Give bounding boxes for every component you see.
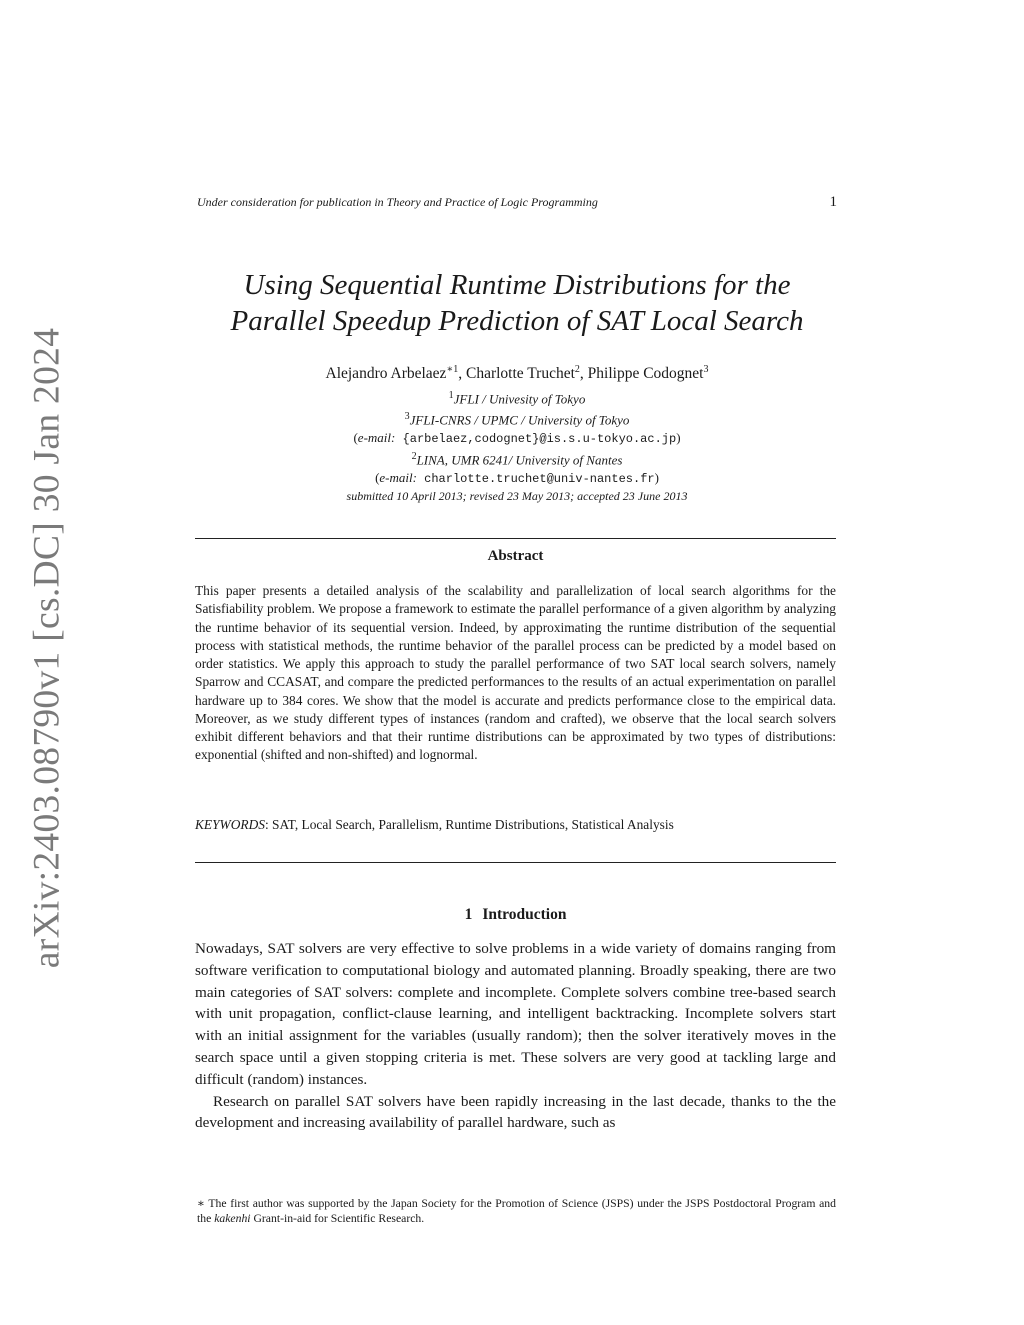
author-separator: , bbox=[579, 365, 588, 383]
affiliation-3-number: 3 bbox=[404, 410, 410, 422]
arxiv-identifier: arXiv:2403.08790v1 [cs.DC] 30 Jan 2024 bbox=[26, 327, 68, 969]
page-number: 1 bbox=[829, 194, 837, 210]
footnote-mark: ∗ bbox=[197, 1197, 205, 1210]
author-2: Charlotte Truchet bbox=[465, 365, 575, 383]
affiliation-2-text: LINA, UMR 6241/ University of Nantes bbox=[416, 452, 623, 468]
title-line-1: Using Sequential Runtime Distributions for the bbox=[243, 269, 791, 301]
author-3-mark: 3 bbox=[703, 364, 709, 375]
affiliation-3-text: JFLI-CNRS / UPMC / University of Tokyo bbox=[409, 412, 630, 428]
author-list bbox=[180, 364, 854, 383]
author-1: Alejandro Arbelaez bbox=[325, 365, 447, 383]
affiliation-1 bbox=[180, 387, 854, 408]
title-line-2: Parallel Speedup Prediction of SAT Local Search bbox=[230, 305, 804, 337]
introduction-body bbox=[195, 938, 836, 1134]
email-2-address: charlotte.truchet@univ-nantes.fr bbox=[416, 471, 655, 486]
keywords-label: KEYWORDS bbox=[195, 817, 265, 832]
footnote-italic-term: kakenhi bbox=[214, 1212, 251, 1225]
keywords bbox=[195, 817, 836, 833]
affiliation-1-number: 1 bbox=[448, 390, 454, 401]
intro-paragraph-2: Research on parallel SAT solvers have been rapidly increasing in the last decade, thanks to the the development and increasing availability of parallel hardware, such as bbox=[195, 1092, 836, 1132]
section-heading-introduction bbox=[195, 906, 836, 924]
affiliation-3 bbox=[180, 408, 854, 429]
section-number: 1 bbox=[464, 906, 473, 923]
email-2-open: ( bbox=[375, 469, 380, 485]
intro-paragraph-1: Nowadays, SAT solvers are very effective to solve problems in a wide variety of domains ranging from software verification to computational biology and automated planning. Broadly speaking, there are two main categories of SAT solvers: complete and incomplete. Complete solvers combine tree-based search with unit propagation, conflict-clause learning, and intelligent backtracking. Incomplete solvers start with an initial assignment for the variables (usually random); then the solver iteratively moves in the search space until a given stopping criteria is met. These solvers are very good at tackling large and difficult (random) instances. bbox=[195, 940, 836, 1088]
running-header bbox=[197, 194, 837, 211]
journal-name: Under consideration for publication in Theory and Practice of Logic Programming bbox=[197, 195, 598, 209]
affiliations bbox=[180, 387, 854, 488]
email-2-label: e-mail: bbox=[379, 469, 417, 485]
section-title: Introduction bbox=[482, 906, 567, 923]
submission-dates: submitted 10 April 2013; revised 23 May 2013; accepted 23 June 2013 bbox=[346, 489, 688, 503]
email-2 bbox=[180, 469, 854, 489]
keywords-text: : SAT, Local Search, Parallelism, Runtime Distributions, Statistical Analysis bbox=[264, 817, 674, 832]
email-2-close: ) bbox=[654, 469, 659, 485]
paper-title bbox=[160, 267, 874, 339]
author-2-mark: 2 bbox=[574, 364, 580, 375]
abstract-heading: Abstract bbox=[487, 548, 544, 564]
abstract-body: This paper presents a detailed analysis of the scalability and parallelization of local search algorithms for the Satisfiability problem. We propose a framework to estimate the parallel performance of a given algorithm by analyzing the runtime behavior of its sequential version. Indeed, by approximating the runtime distribution of the sequential process with statistical methods, the runtime behavior of the parallel process can be predicted by a model based on order statistics. We apply this approach to study the parallel performance of two SAT local search solvers, namely Sparrow and CCASAT, and compare the predicted performances to the results of an actual experimentation on parallel hardware up to 384 cores. We show that the model is accurate and predicts performance close to the empirical data. Moreover, as we study different types of instances (random and crafted), we observe that the local search solvers exhibit different behaviors and that their runtime distributions can be approximated by two types of distributions: exponential (shifted and non-shifted) and lognormal. bbox=[195, 583, 836, 763]
footnote bbox=[197, 1196, 836, 1226]
author-1-mark: ∗1 bbox=[446, 364, 459, 375]
footnote-text-end: Grant-in-aid for Scientific Research. bbox=[250, 1212, 425, 1225]
abstract-top-rule bbox=[195, 538, 836, 539]
email-1-label: e-mail: bbox=[357, 429, 396, 445]
email-1-open: ( bbox=[353, 429, 358, 445]
abstract-bottom-rule bbox=[195, 862, 836, 863]
email-1 bbox=[180, 429, 854, 449]
email-1-close: ) bbox=[676, 429, 681, 445]
footnote-text: The first author was supported by the Japan Society for the Promotion of Science (JSPS) under the JSPS Postdoctoral Program and the bbox=[197, 1197, 836, 1225]
affiliation-1-text: JFLI / Univesity of Tokyo bbox=[453, 391, 586, 407]
author-3: Philippe Codognet bbox=[587, 365, 704, 383]
affiliation-2-number: 2 bbox=[411, 451, 417, 463]
author-separator: , bbox=[458, 365, 466, 383]
email-1-address: {arbelaez,codognet}@is.s.u-tokyo.ac.jp bbox=[395, 431, 677, 446]
affiliation-2 bbox=[180, 448, 854, 469]
